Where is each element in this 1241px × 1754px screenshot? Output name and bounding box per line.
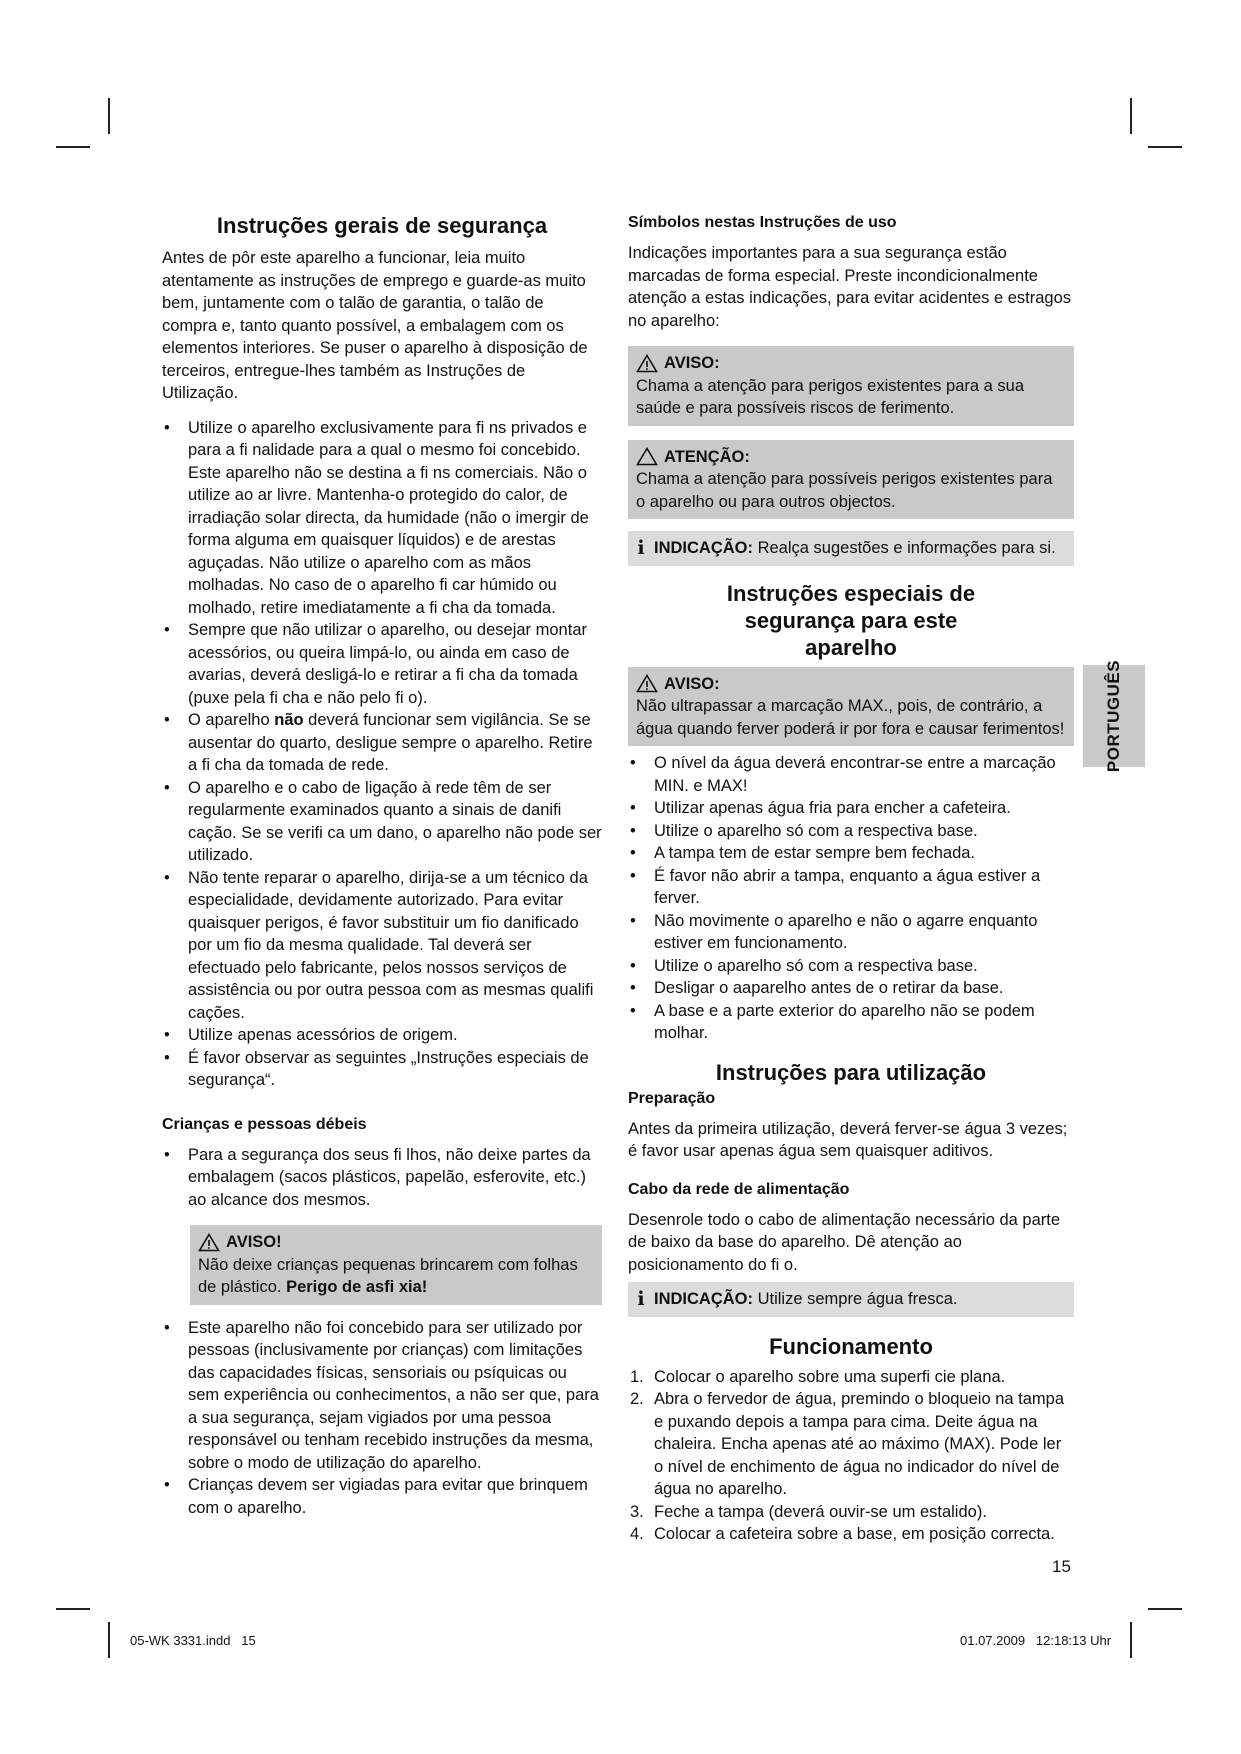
list-item: • É favor não abrir a tampa, enquanto a água estiver a ferver.	[628, 865, 1074, 910]
list-item: • O aparelho e o cabo de ligação à rede têm de ser regularmente examinados quanto a sinais de danifi cação. Se se verifi ca um dano, o aparelho não pode ser utilizado.	[162, 777, 602, 867]
aviso-text: Chama a atenção para perigos existentes para a sua saúde e para possíveis riscos de ferimento.	[636, 376, 1024, 417]
list-item: • A base e a parte exterior do aparelho não se podem molhar.	[628, 1000, 1074, 1045]
crop-mark	[1148, 1608, 1182, 1610]
atencao-head	[636, 446, 1066, 469]
list-item: • Este aparelho não foi concebido para ser utilizado por pessoas (inclusivamente por crianças) com limitações das capacidades físicas, sensoriais ou psíquicas ou sem experiência ou conhecimentos, a não ser que, para a sua segurança, sejam vigiados por uma pessoa responsável ou tenham recebido instruções da mesma, sobre o modo de utilização do aparelho.	[162, 1317, 602, 1475]
list-item: • Utilize o aparelho só com a respectiva base.	[628, 955, 1074, 978]
caution-triangle-icon	[636, 447, 658, 466]
operation-title: Funcionamento	[769, 1333, 933, 1359]
info-icon: i	[637, 1288, 645, 1310]
indicacao-box	[628, 531, 1074, 566]
special-safety-list	[628, 752, 1074, 1045]
list-item: • Crianças devem ser vigiadas para evitar que brinquem com o aparelho.	[162, 1474, 602, 1519]
warning-label: AVISO!	[226, 1233, 282, 1251]
crop-mark	[56, 1608, 90, 1610]
warning-body: Não deixe crianças pequenas brincarem com folhas de plástico.	[198, 1255, 578, 1296]
crop-mark	[1148, 146, 1182, 148]
preparation-title: Preparação	[628, 1089, 716, 1107]
step-text: Feche a tampa (deverá ouvir-se um estalido).	[654, 1502, 987, 1521]
list-item: • Utilize o aparelho exclusivamente para fi ns privados e para a fi nalidade para a qual o mesmo foi concebido. Este aparelho não se destina a fi ns comerciais. Não o utilize ao ar livre. Mantenha-o protegido do calor, de irradiação solar directa, da humidade (não o imergir de forma alguma em quaisquer líquidos) e de arestas aguçadas. Não utilize o aparelho com as mãos molhadas. No caso de o aparelho fi car húmido ou molhado, retire imediatamente a fi cha da tomada.	[162, 417, 602, 620]
list-item: • A tampa tem de estar sempre bem fechada.	[628, 842, 1074, 865]
list-item: • Desligar o aaparelho antes de o retirar da base.	[628, 977, 1074, 1000]
step-text: Abra o fervedor de água, premindo o bloqueio na tampa e puxando depois a tampa para cima. Deite água na chaleira. Encha apenas até ao máximo (MAX). Pode ler o nível de enchimento de água no indicador do nível de água no aparelho.	[654, 1390, 1065, 1498]
step-item	[628, 1501, 1074, 1524]
language-tab-label: PORTUGUÊS	[1104, 659, 1123, 773]
general-safety-title: Instruções gerais de segurança	[216, 213, 548, 238]
indicacao-text: Realça sugestões e informações para si.	[757, 539, 1056, 557]
general-safety-list	[162, 417, 602, 1092]
special-aviso-label: AVISO:	[664, 674, 720, 693]
special-aviso-head	[636, 673, 1066, 696]
aviso-head	[636, 352, 1066, 375]
list-item: • Não tente reparar o aparelho, dirija-se a um técnico da especialidade, devidamente autorizado. Para evitar quaisquer perigos, é favor substituir um fio danificado por um fio da mesma qualidade. Tal deverá ser efectuado pelo fabricante, pelos nossos serviços de assistência ou por outra pessoa com as mesmas qualifi cações.	[162, 867, 602, 1025]
step-number: 2.	[630, 1390, 644, 1408]
list-item: • Não movimente o aparelho e não o agarre enquanto estiver em funcionamento.	[628, 910, 1074, 955]
special-safety-title: Instruções especiais de segurança para este aparelho	[726, 580, 976, 660]
list-item: • O nível da água deverá encontrar-se entre a marcação MIN. e MAX!	[628, 752, 1074, 797]
step-number: 3.	[630, 1502, 644, 1521]
indicacao-label: INDICAÇÃO:	[654, 539, 753, 557]
footer-file: 05-WK 3331.indd 15	[130, 1633, 256, 1648]
general-safety-intro: Antes de pôr este aparelho a funcionar, leia muito atentamente as instruções de emprego e guarde-as muito bem, juntamente com o talão de garantia, o talão de compra e, tanto quanto possível, a embalagem com os elementos interiores. Se puser o aparelho à disposição de terceiros, entregue-lhes também as Instruções de Utilização.	[162, 249, 588, 402]
operation-steps	[628, 1366, 1074, 1546]
warning-text	[198, 1254, 594, 1299]
atencao-label: ATENÇÃO:	[664, 447, 750, 466]
list-item: • Utilizar apenas água fria para encher a cafeteira.	[628, 797, 1074, 820]
crop-mark	[108, 98, 110, 134]
cable-note-text: Utilize sempre água fresca.	[757, 1290, 958, 1308]
children-list	[162, 1144, 602, 1212]
cable-note-box	[628, 1282, 1074, 1317]
aviso-box	[628, 346, 1074, 426]
page-number: 15	[1052, 1557, 1071, 1576]
footer-date: 01.07.2009 12:18:13 Uhr	[960, 1633, 1112, 1648]
warning-head	[198, 1231, 594, 1254]
special-aviso-box	[628, 667, 1074, 747]
symbols-intro: Indicações importantes para a sua segurança estão marcadas de forma especial. Preste incondicionalmente atenção a estas indicações, para evitar acidentes e estragos no aparelho:	[628, 244, 1072, 330]
crop-mark	[1130, 1622, 1132, 1658]
aviso-label: AVISO:	[664, 354, 720, 372]
step-item	[628, 1388, 1074, 1501]
list-item-text: O aparelho	[188, 711, 270, 729]
cable-title: Cabo da rede de alimentação	[628, 1180, 850, 1198]
step-number: 1.	[630, 1367, 644, 1386]
cable-note-label: INDICAÇÃO:	[654, 1290, 753, 1308]
step-text: Colocar a cafeteira sobre a base, em posição correcta.	[654, 1525, 1055, 1543]
step-number: 4.	[630, 1525, 644, 1543]
warning-triangle-icon	[636, 354, 658, 373]
list-item: • Utilize o aparelho só com a respectiva base.	[628, 820, 1074, 843]
crop-mark	[108, 1622, 110, 1658]
list-item: • Utilize apenas acessórios de origem.	[162, 1024, 602, 1047]
usage-title: Instruções para utilização	[715, 1059, 987, 1085]
children-warning-box	[190, 1225, 602, 1305]
cable-text: Desenrole todo o cabo de alimentação necessário da parte de baixo da base do aparelho. Dê atenção ao posicionamento do fi o.	[628, 1210, 1061, 1274]
list-item: • Sempre que não utilizar o aparelho, ou desejar montar acessórios, ou queira limpá-lo, ou ainda em caso de avarias, deverá desligá-lo e retirar a fi cha da tomada (puxe pela fi cha e não pelo fi o).	[162, 619, 602, 709]
right-column	[628, 212, 1074, 1546]
left-column	[162, 212, 602, 1519]
atencao-box	[628, 440, 1074, 520]
list-item-text: deverá funcionar sem vigilância. Se se ausentar do quarto, desligue sempre o aparelho. Retire a fi cha da tomada de rede.	[188, 711, 593, 774]
crop-mark	[56, 146, 90, 148]
crop-mark	[1130, 98, 1132, 134]
warning-emphasis: Perigo de asfi xia!	[286, 1278, 428, 1296]
children-list-continued	[162, 1317, 602, 1520]
warning-triangle-icon	[198, 1233, 220, 1252]
info-icon: i	[637, 537, 645, 559]
language-tab	[1083, 659, 1145, 773]
list-item-emphasis: não	[274, 711, 304, 729]
symbols-title: Símbolos nestas Instruções de uso	[628, 214, 897, 231]
list-item: • É favor observar as seguintes „Instruções especiais de segurança“.	[162, 1047, 602, 1092]
step-text: Colocar o aparelho sobre uma superfi cie plana.	[654, 1367, 1006, 1386]
warning-triangle-icon	[636, 674, 658, 693]
special-aviso-text: Não ultrapassar a marcação MAX., pois, de contrário, a água quando ferver poderá ir por fora e causar ferimentos!	[636, 697, 1065, 738]
atencao-text: Chama a atenção para possíveis perigos existentes para o aparelho ou para outros objectos.	[636, 470, 1053, 511]
children-section-title: Crianças e pessoas débeis	[162, 1115, 367, 1133]
preparation-text: Antes da primeira utilização, deverá ferver-se água 3 vezes; é favor usar apenas água sem quaisquer aditivos.	[628, 1119, 1068, 1160]
list-item	[162, 709, 602, 777]
step-item	[628, 1366, 1074, 1389]
step-item	[628, 1523, 1074, 1546]
list-item: • Para a segurança dos seus fi lhos, não deixe partes da embalagem (sacos plásticos, papelão, esferovite, etc.) ao alcance dos mesmos.	[162, 1144, 602, 1212]
